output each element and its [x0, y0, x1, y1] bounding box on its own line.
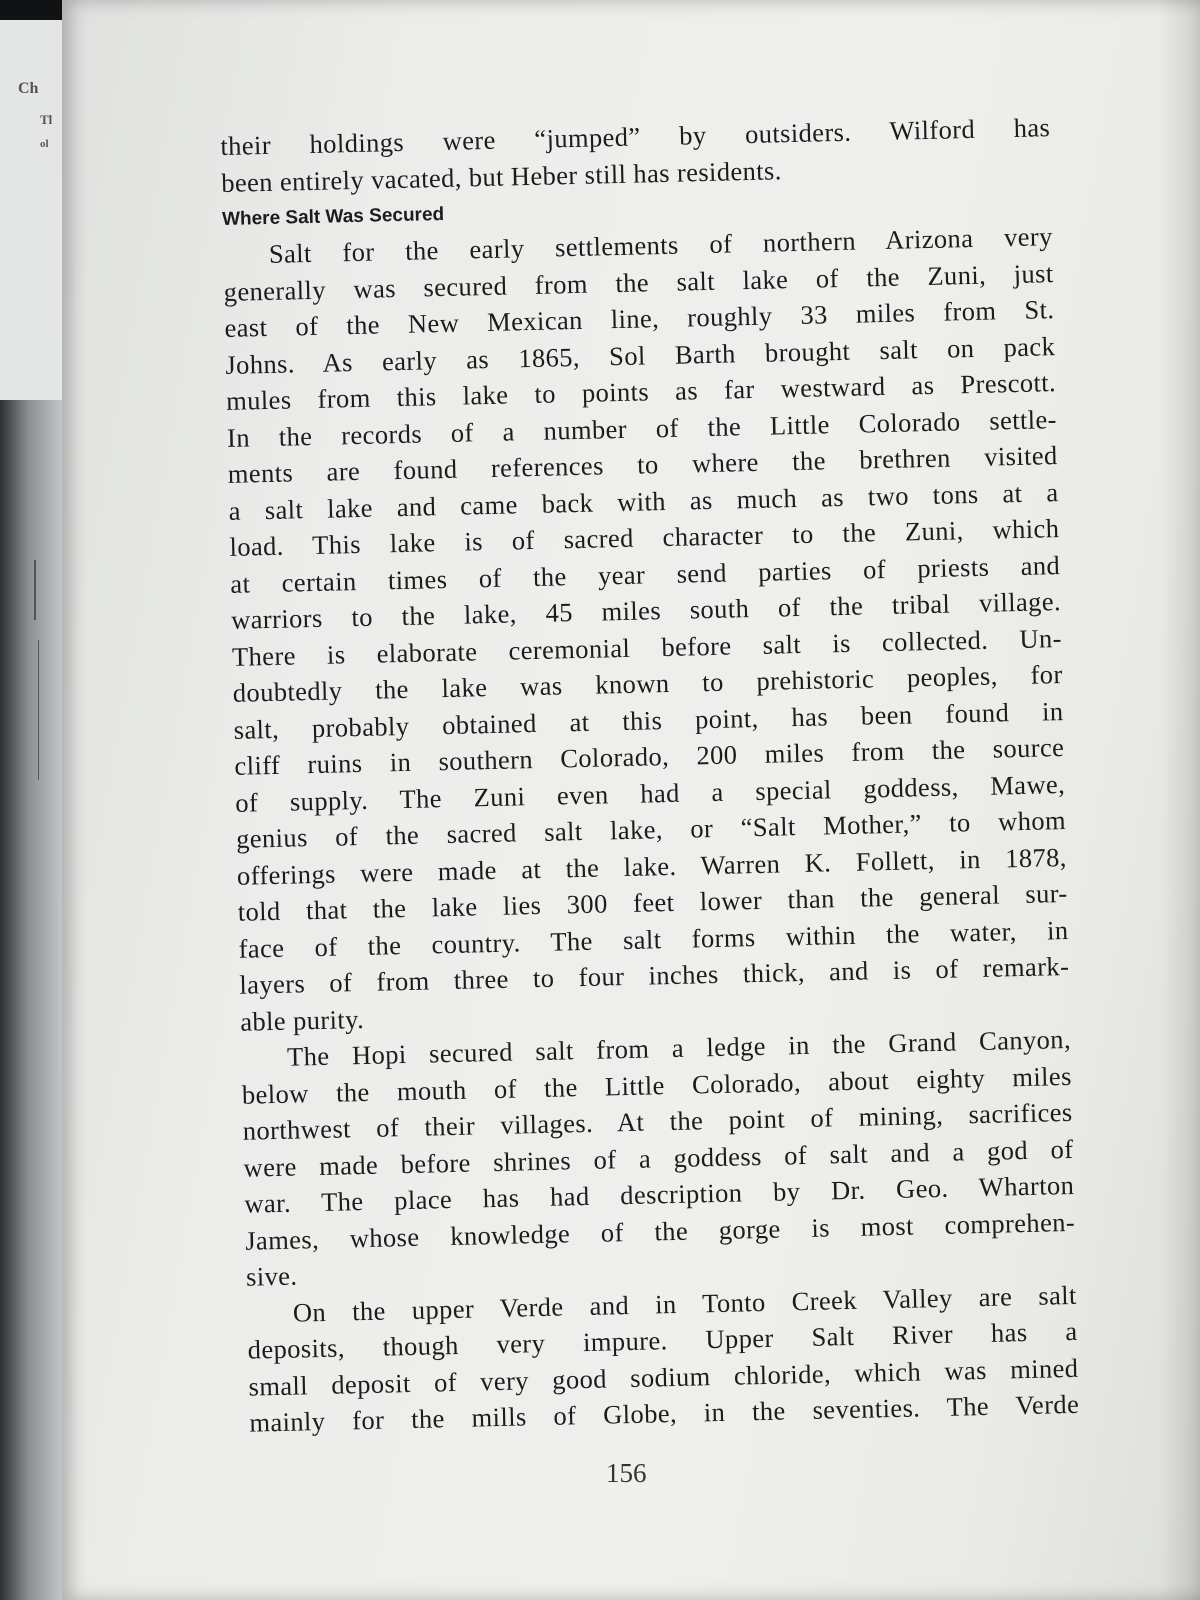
text-line: at certain times of the year send parties of priests and	[229, 549, 1061, 599]
adjacent-page-fragment	[0, 20, 62, 400]
text-line: mainly for the mills of Globe, in the seventies. The Verde	[249, 1388, 1080, 1438]
paragraph-2	[241, 1021, 1077, 1295]
text-line: The Hopi secured salt from a ledge in the Grand Canyon,	[286, 1023, 1072, 1072]
paragraph-3	[246, 1276, 1079, 1441]
adjacent-page-text-1: Ch	[18, 80, 39, 97]
page-shadow	[1160, 0, 1200, 1600]
binding-mark	[34, 560, 36, 620]
text-line: below the mouth of the Little Colorado, about eighty miles	[241, 1060, 1073, 1110]
text-line: east of the New Mexican line, roughly 33 miles from St.	[224, 294, 1055, 343]
top-shadow	[0, 0, 70, 22]
section-heading: Where Salt Was Secured	[221, 203, 445, 230]
text-line: small deposit of very good sodium chloride, which was mined	[248, 1352, 1079, 1402]
text-line: sive.	[245, 1260, 298, 1292]
adjacent-page-text-3: ol	[40, 138, 49, 150]
adjacent-page-text-2: Tl	[40, 112, 53, 127]
text-line: On the upper Verde and in Tonto Creek Valley are salt	[292, 1279, 1078, 1328]
text-line: Salt for the early settlements of northern Arizona very	[268, 221, 1054, 269]
text-line: been entirely vacated, but Heber still has residents.	[220, 154, 783, 198]
text-line: In the records of a number of the Little Colorado settle-	[226, 403, 1058, 453]
paragraph-1	[222, 218, 1070, 1040]
text-line: were made before shrines of a goddess of salt and a god of	[243, 1133, 1074, 1183]
text-line: ments are found references to where the brethren visited	[227, 440, 1058, 489]
page-number: 156	[606, 1458, 647, 1488]
page-text	[220, 109, 1080, 1441]
text-line: layers of from three to four inches thick, and is of remark-	[239, 950, 1070, 1000]
text-line: mules from this lake to points as far westward as Prescott.	[225, 367, 1057, 416]
text-line: Johns. As early as 1865, Sol Barth brought salt on pack	[225, 330, 1056, 380]
text-line: doubtedly the lake was known to prehistoric peoples, for	[232, 659, 1063, 708]
text-line: able purity.	[239, 1003, 365, 1037]
text-line: James, whose knowledge of the gorge is most comprehen-	[244, 1206, 1076, 1256]
text-line: salt, probably obtained at this point, has been found in	[233, 695, 1064, 745]
text-line: of supply. The Zuni even had a special goddess, Mawe,	[234, 768, 1066, 818]
text-line: cliff ruins in southern Colorado, 200 miles from the source	[234, 732, 1065, 781]
text-line: face of the country. The salt forms within the water, in	[238, 914, 1069, 964]
text-line: war. The place has had description by Dr. Geo. Wharton	[244, 1169, 1075, 1219]
text-line: load. This lake is of sacred character to the Zuni, which	[229, 513, 1060, 562]
text-line: offerings were made at the lake. Warren K. Follett, in 1878,	[236, 841, 1068, 891]
text-line: generally was secured from the salt lake of the Zuni, just	[223, 257, 1054, 307]
text-line: warriors to the lake, 45 miles south of the tribal village.	[230, 586, 1062, 635]
text-line: told that the lake lies 300 feet lower than the general sur-	[237, 877, 1068, 927]
text-line: deposits, though very impure. Upper Salt River has a	[247, 1315, 1078, 1365]
text-line: There is elaborate ceremonial before salt is collected. Un-	[231, 622, 1063, 672]
text-line: a salt lake and came back with as much as two tons at a	[228, 476, 1059, 526]
text-line: their holdings were “jumped” by outsiders. Wilford has	[220, 112, 1051, 161]
text-line: genius of the sacred salt lake, or “Salt Mother,” to whom	[235, 804, 1067, 854]
text-line: northwest of their villages. At the point of mining, sacrifices	[242, 1096, 1073, 1146]
binding-mark	[38, 640, 39, 780]
